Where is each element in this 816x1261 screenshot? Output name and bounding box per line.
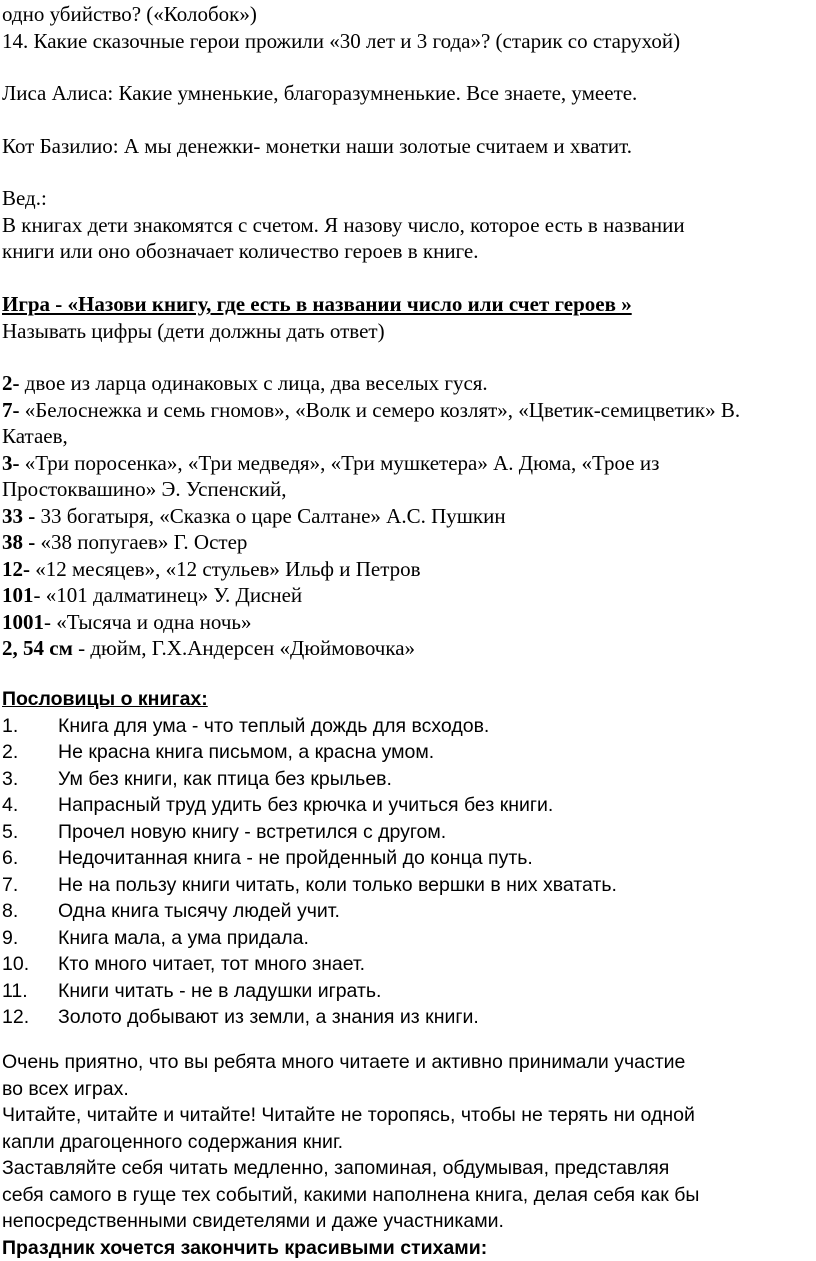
top-section [2, 1, 814, 54]
game-item [2, 503, 814, 530]
game-item-text: 33 богатыря, «Сказка о царе Салтане» А.С. Пушкин [35, 504, 505, 528]
proverb-number: 2. [2, 739, 58, 766]
proverb-number: 3. [2, 766, 58, 793]
proverb-number: 6. [2, 845, 58, 872]
game-list [2, 370, 814, 662]
game-item [2, 582, 814, 609]
proverb-text: Книга для ума - что теплый дождь для всходов. [58, 715, 489, 737]
proverb-number: 10. [2, 951, 58, 978]
game-item-number: 1001 [2, 610, 44, 634]
proverb-list [2, 713, 814, 1031]
proverb-number: 5. [2, 819, 58, 846]
game-item-number: 3- [2, 451, 20, 475]
proverb-number: 1. [2, 713, 58, 740]
game-item-text: «38 попугаев» Г. Остер [35, 530, 247, 554]
closing-line: Очень приятно, что вы ребята много читаете и активно принимали участие [2, 1049, 814, 1076]
proverb-item [2, 872, 814, 899]
dialog-bazilio [2, 133, 814, 160]
game-title-text: Игра - «Назови книгу, где есть в названии число или счет героев » [2, 292, 632, 316]
proverb-item [2, 978, 814, 1005]
game-item-number: 2- [2, 371, 20, 395]
game-item-number: 2, 54 см [2, 636, 73, 660]
proverb-text: Книги читать - не в ладушки играть. [58, 980, 381, 1002]
closing-final [2, 1235, 814, 1261]
game-item [2, 450, 814, 477]
proverb-item [2, 951, 814, 978]
presenter-section [2, 185, 814, 265]
closing-section [2, 1049, 814, 1261]
proverb-item [2, 925, 814, 952]
proverbs-title [2, 686, 814, 713]
game-item-number: 101 [2, 583, 34, 607]
game-item [2, 609, 814, 636]
proverb-text: Недочитанная книга - не пройденный до конца путь. [58, 847, 533, 869]
proverb-item [2, 1004, 814, 1031]
proverb-item [2, 766, 814, 793]
game-item-text: «Три поросенка», «Три медведя», «Три мушкетера» А. Дюма, «Трое из [20, 451, 660, 475]
closing-line: во всех играх. [2, 1076, 814, 1103]
game-item-text: - дюйм, Г.Х.Андерсен «Дюймовочка» [73, 636, 415, 660]
dialog-alisa [2, 80, 814, 107]
proverb-number: 8. [2, 898, 58, 925]
game-item [2, 423, 814, 450]
proverb-number: 12. [2, 1004, 58, 1031]
game-item-text: двое из ларца одинаковых с лица, два веселых гуся. [20, 371, 488, 395]
game-item-text: - «Тысяча и одна ночь» [44, 610, 251, 634]
proverb-number: 11. [2, 978, 58, 1005]
proverb-item [2, 739, 814, 766]
proverb-item [2, 845, 814, 872]
game-title [2, 291, 814, 318]
proverb-item [2, 898, 814, 925]
proverb-text: Прочел новую книгу - встретился с другом. [58, 821, 446, 843]
game-item-number: 12- [2, 557, 30, 581]
presenter-line: книги или оно обозначает количество героев в книге. [2, 238, 814, 265]
game-item [2, 529, 814, 556]
game-instruction: Называть цифры (дети должны дать ответ) [2, 318, 814, 345]
game-item-number: 7- [2, 398, 20, 422]
proverb-text: Золото добывают из земли, а знания из книги. [58, 1006, 479, 1028]
game-item-text: «Белоснежка и семь гномов», «Волк и семеро козлят», «Цветик-семицветик» В. [20, 398, 741, 422]
closing-line: непосредственными свидетелями и даже участниками. [2, 1208, 814, 1235]
proverb-number: 4. [2, 792, 58, 819]
proverbs-title-text: Пословицы о книгах: [2, 688, 208, 710]
proverb-text: Одна книга тысячу людей учит. [58, 900, 340, 922]
proverb-text: Кто много читает, тот много знает. [58, 953, 365, 975]
game-item [2, 370, 814, 397]
game-item [2, 556, 814, 583]
game-item-text: Катаев, [2, 424, 68, 448]
text-line: одно убийство? («Колобок») [2, 1, 814, 28]
closing-final-text: Праздник хочется закончить красивыми стихами: [2, 1237, 487, 1259]
game-item-text: Простоквашино» Э. Успенский, [2, 477, 287, 501]
game-item [2, 635, 814, 662]
proverb-number: 9. [2, 925, 58, 952]
presenter-label: Вед.: [2, 185, 814, 212]
proverb-text: Ум без книги, как птица без крыльев. [58, 768, 392, 790]
proverbs-section [2, 686, 814, 1031]
proverb-number: 7. [2, 872, 58, 899]
bazilio-line: Кот Базилио: А мы денежки- монетки наши золотые считаем и хватит. [2, 133, 814, 160]
game-item-number: 38 - [2, 530, 35, 554]
closing-line: капли драгоценного содержания книг. [2, 1129, 814, 1156]
proverb-text: Напрасный труд удить без крючка и учиться без книги. [58, 794, 553, 816]
game-section [2, 291, 814, 344]
alisa-line: Лиса Алиса: Какие умненькие, благоразумненькие. Все знаете, умеете. [2, 80, 814, 107]
game-item-text: «12 месяцев», «12 стульев» Ильф и Петров [30, 557, 421, 581]
proverb-item [2, 819, 814, 846]
closing-line: Заставляйте себя читать медленно, запоминая, обдумывая, представляя [2, 1155, 814, 1182]
proverb-item [2, 792, 814, 819]
game-item-text: - «101 далматинец» У. Дисней [34, 583, 303, 607]
proverb-text: Книга мала, а ума придала. [58, 927, 309, 949]
game-item-number: 33 - [2, 504, 35, 528]
proverb-item [2, 713, 814, 740]
question-14: 14. Какие сказочные герои прожили «30 лет и 3 года»? (старик со старухой) [2, 28, 814, 55]
game-item [2, 476, 814, 503]
presenter-line: В книгах дети знакомятся с счетом. Я назову число, которое есть в названии [2, 212, 814, 239]
closing-line: Читайте, читайте и читайте! Читайте не торопясь, чтобы не терять ни одной [2, 1102, 814, 1129]
proverb-text: Не красна книга письмом, а красна умом. [58, 741, 434, 763]
game-item [2, 397, 814, 424]
proverb-text: Не на пользу книги читать, коли только вершки в них хватать. [58, 874, 617, 896]
closing-line: себя самого в гуще тех событий, какими наполнена книга, делая себя как бы [2, 1182, 814, 1209]
